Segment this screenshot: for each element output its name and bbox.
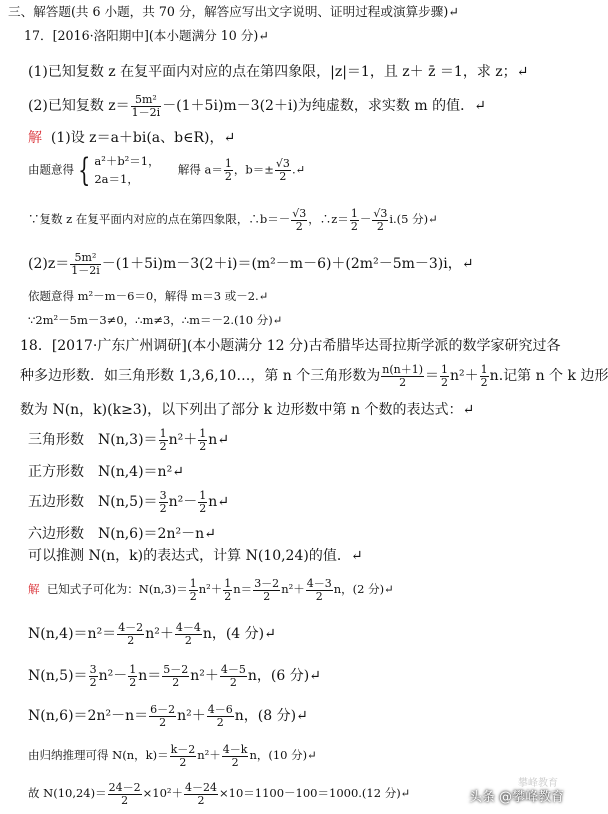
- fraction: [184, 782, 218, 806]
- text: n²＋: [281, 582, 305, 597]
- text: 由归纳推理可得 N(n，k)＝: [28, 748, 169, 763]
- faint-watermark: 攀峰教育: [518, 778, 558, 789]
- text: n，(4 分)↵: [202, 626, 276, 643]
- text: (2)已知复数 z＝: [28, 98, 130, 115]
- square-number: 正方形数 N(n,4)＝n²↵: [28, 464, 184, 480]
- numerator: 24－2: [108, 781, 141, 794]
- text: ，∴z＝: [308, 212, 349, 227]
- text: 种多边形数．如三角形数 1,3,6,10…，第 n 个三角形数为: [20, 368, 381, 385]
- denominator: 2: [350, 219, 358, 233]
- denominator: 2: [159, 715, 167, 729]
- numerator: √3: [275, 157, 290, 171]
- fraction: [175, 622, 202, 646]
- text: N(n,6)＝2n²－n＝: [28, 708, 149, 725]
- text: ∵复数 z 在复平面内对应的点在第四象限，∴b＝－: [28, 212, 291, 227]
- numerator: 1: [224, 577, 232, 590]
- text: N(n,5)＝: [28, 668, 88, 685]
- text: i.(5 分)↵: [389, 212, 438, 227]
- numerator: 4－24: [185, 781, 218, 794]
- numerator: 5－2: [163, 663, 189, 676]
- text: n↵: [208, 494, 229, 511]
- text: n²＋: [145, 626, 174, 643]
- text: ，b＝±: [233, 162, 274, 177]
- denominator: 2: [216, 715, 224, 729]
- numerator: 1: [480, 363, 488, 376]
- numerator: 3: [89, 663, 97, 676]
- denominator: 2: [224, 589, 232, 603]
- hexagonal-number: 六边形数 N(n,6)＝2n²－n↵: [28, 526, 216, 542]
- fraction: [159, 428, 168, 452]
- fraction: [372, 208, 388, 232]
- solution-label: 解: [28, 130, 42, 146]
- denominator: 2: [179, 755, 187, 769]
- denominator: 2: [279, 169, 287, 183]
- denominator: 1－2i: [131, 105, 161, 119]
- denominator: 2: [224, 169, 232, 183]
- numerator: 1: [129, 663, 137, 676]
- denominator: 2: [89, 675, 97, 689]
- q17-title: 17．[2016·洛阳期中](本小题满分 10 分)↵: [24, 28, 269, 43]
- numerator: 4－4: [175, 621, 201, 634]
- text: n²＋: [190, 668, 219, 685]
- numerator: 4－6: [207, 703, 233, 716]
- equation: 2a＝1，: [94, 172, 139, 187]
- denominator: 2: [263, 589, 271, 603]
- q17-solution-line: [28, 208, 574, 232]
- text: n＝: [233, 582, 253, 597]
- fraction: [440, 364, 449, 388]
- fraction: [222, 744, 249, 768]
- pentagonal-number: [28, 490, 574, 514]
- fraction: [198, 428, 207, 452]
- fraction: [207, 704, 234, 728]
- text: n，(2 分)↵: [333, 582, 394, 597]
- fraction: [162, 664, 189, 688]
- text: ×10²＋: [142, 786, 184, 801]
- numerator: 4－k: [222, 743, 248, 756]
- left-brace: {: [78, 151, 91, 190]
- numerator: 6－2: [150, 703, 176, 716]
- text: 由题意得: [28, 162, 74, 177]
- text: n²＋: [450, 368, 479, 385]
- fraction: [131, 94, 162, 118]
- equation-system: [94, 152, 159, 189]
- text: n²＋: [177, 708, 206, 725]
- text: ×10＝1100－100＝1000.(12 分)↵: [219, 786, 411, 801]
- text: ＝: [425, 368, 440, 385]
- numerator: 1: [199, 489, 207, 502]
- fraction: [89, 664, 98, 688]
- text: －(1＋5i)m－3(2＋i)为纯虚数，求实数 m 的值．↵: [162, 98, 486, 115]
- q17-solution-line: 依题意得 m²－m－6＝0，解得 m＝3 或－2.↵: [28, 289, 269, 303]
- text: (2)z＝: [28, 256, 70, 273]
- text: n²＋: [197, 748, 221, 763]
- numerator: 4－2: [118, 621, 144, 634]
- numerator: 1: [350, 207, 358, 220]
- fraction: [128, 664, 137, 688]
- fraction: [70, 252, 101, 276]
- text: n²＋: [198, 582, 223, 597]
- q17-part2: [28, 94, 574, 118]
- numerator: n(n＋1): [382, 363, 424, 376]
- equation: a²＋b²＝1，: [94, 154, 160, 168]
- denominator: 2: [231, 755, 239, 769]
- fraction: [350, 208, 359, 232]
- q18-question: 可以推测 N(n，k)的表达式，计算 N(10,24)的值．↵: [28, 548, 363, 564]
- solution-label: 解: [28, 582, 40, 597]
- denominator: 2: [129, 675, 137, 689]
- q18-text: [20, 363, 608, 389]
- numerator: √3: [373, 207, 388, 220]
- numerator: 3: [159, 489, 167, 502]
- fraction: [117, 622, 144, 646]
- numerator: 5m²: [131, 94, 162, 107]
- text: n↵: [208, 432, 229, 449]
- q18-solution-line: [28, 744, 574, 768]
- fraction: [189, 578, 198, 602]
- fraction: [220, 664, 247, 688]
- numerator: 4－5: [220, 663, 246, 676]
- text: (1)设 z＝a＋bi(a、b∈R)，↵: [50, 130, 236, 146]
- text: 故 N(10,24)＝: [28, 786, 107, 801]
- q17-system: [28, 152, 574, 189]
- fraction: [224, 158, 233, 182]
- numerator: 1: [441, 363, 449, 376]
- text: －(1＋5i)m－3(2＋i)＝(m²－m－6)＋(2m²－5m－3)i，↵: [101, 256, 474, 273]
- denominator: 2: [197, 793, 205, 807]
- text: 五边形数 N(n,5)＝: [28, 494, 158, 511]
- denominator: 2: [480, 375, 488, 389]
- numerator: √3: [292, 207, 307, 220]
- fraction: [480, 364, 489, 388]
- numerator: 1: [189, 577, 197, 590]
- q17-part1: (1)已知复数 z 在复平面内对应的点在第四象限，|z|＝1，且 z＋ z̄ ＝1，求 z；↵: [28, 64, 529, 80]
- watermark: 头条 @攀峰教育: [468, 790, 564, 805]
- fraction: [253, 578, 280, 602]
- denominator: 2: [441, 375, 449, 389]
- denominator: 2: [189, 589, 197, 603]
- fraction: [159, 490, 168, 514]
- denominator: 2: [376, 219, 384, 233]
- q17-solution-line: ∵2m²－5m－3≠0，∴m≠3，∴m＝－2.(10 分)↵: [28, 313, 283, 327]
- denominator: 1－2i: [71, 263, 100, 277]
- text: 已知式子可化为：N(n,3)＝: [46, 582, 188, 597]
- text: n，(8 分)↵: [234, 708, 308, 725]
- fraction: [198, 490, 207, 514]
- q18-title: 18．[2017·广东广州调研](本小题满分 12 分)古希腊毕达哥拉斯学派的数学家研究过各: [20, 338, 561, 354]
- denominator: 2: [199, 439, 207, 453]
- fraction: [291, 208, 307, 232]
- q18-solution-line: [28, 578, 574, 602]
- text: n＝: [138, 668, 162, 685]
- q18-solution-line: [28, 704, 574, 728]
- fraction: [108, 782, 142, 806]
- numerator: k－2: [170, 743, 196, 756]
- fraction: [275, 158, 291, 182]
- denominator: 2: [399, 375, 407, 389]
- numerator: 4－3: [306, 577, 332, 590]
- denominator: 2: [121, 793, 129, 807]
- fraction: [381, 364, 424, 388]
- text: 解得 a＝: [177, 162, 223, 177]
- section-heading: 三、解答题(共 6 小题，共 70 分，解答应写出文字说明、证明过程或演算步骤)↵: [8, 4, 459, 19]
- denominator: 2: [172, 675, 180, 689]
- text: .↵: [291, 162, 306, 177]
- text: n²－: [168, 494, 198, 511]
- numerator: 3－2: [254, 577, 280, 590]
- triangular-number: [28, 428, 574, 452]
- text: n²＋: [168, 432, 198, 449]
- text: n.记第 n 个 k 边形: [489, 368, 608, 385]
- text: 三角形数 N(n,3)＝: [28, 432, 158, 449]
- denominator: 2: [229, 675, 237, 689]
- q17-solution-1: [28, 130, 574, 147]
- denominator: 2: [199, 501, 207, 515]
- denominator: 2: [159, 501, 167, 515]
- denominator: 2: [184, 633, 192, 647]
- fraction: [170, 744, 197, 768]
- q18-text: 数为 N(n，k)(k≥3)，以下列出了部分 k 边形数中第 n 个数的表达式：↵: [20, 402, 475, 418]
- fraction: [149, 704, 176, 728]
- denominator: 2: [159, 439, 167, 453]
- denominator: 2: [315, 589, 323, 603]
- fraction: [306, 578, 333, 602]
- numerator: 5m²: [70, 252, 101, 265]
- numerator: 1: [199, 427, 207, 440]
- denominator: 2: [127, 633, 135, 647]
- text: n，(6 分)↵: [247, 668, 321, 685]
- text: n²－: [98, 668, 128, 685]
- numerator: 1: [224, 157, 232, 171]
- text: N(n,4)＝n²＝: [28, 626, 117, 643]
- fraction: [223, 578, 232, 602]
- numerator: 1: [159, 427, 167, 440]
- q18-solution-line: [28, 622, 574, 646]
- q18-solution-line: [28, 664, 574, 688]
- denominator: 2: [295, 219, 303, 233]
- q17-solution-line: [28, 252, 574, 276]
- text: n，(10 分)↵: [249, 748, 317, 763]
- text: －: [359, 212, 372, 227]
